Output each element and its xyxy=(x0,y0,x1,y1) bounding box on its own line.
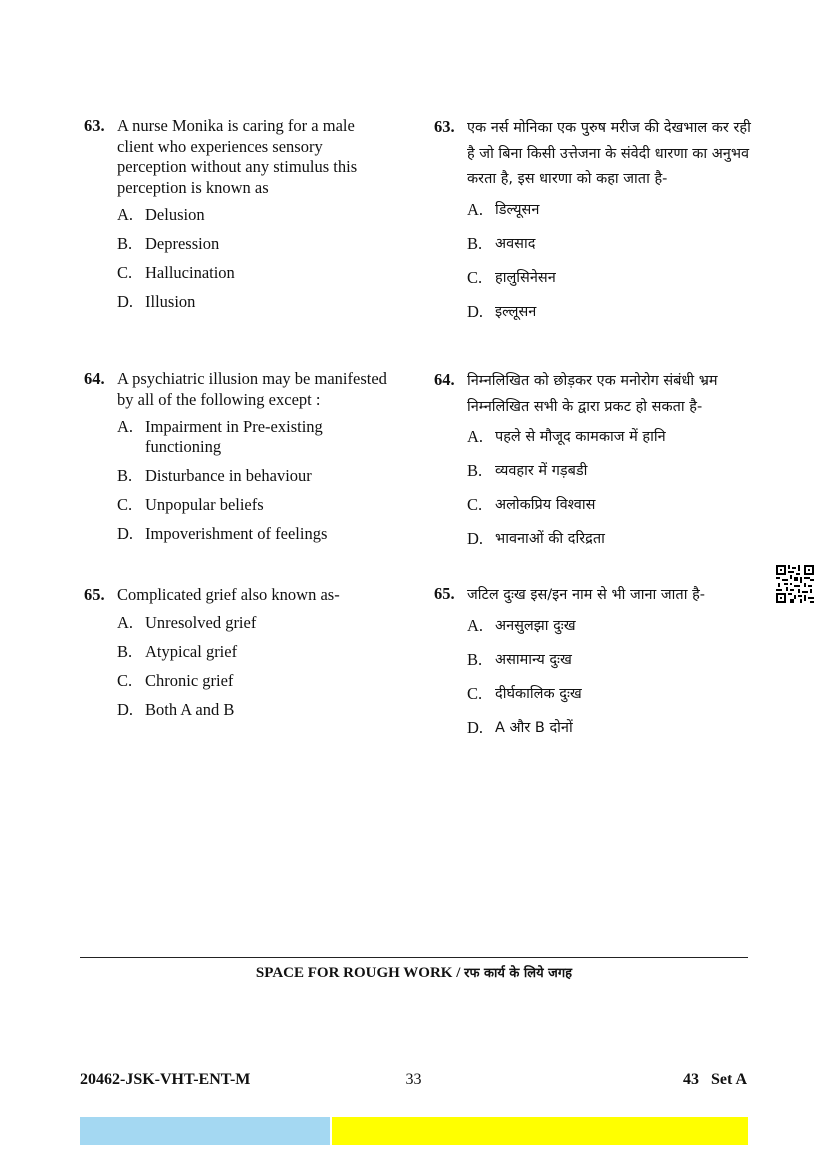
option-text: व्यवहार में गड़बडी xyxy=(495,463,588,479)
option-text: Impairment in Pre-existing functioning xyxy=(145,417,323,456)
options-list xyxy=(467,615,754,739)
option-text: डिल्यूसन xyxy=(495,201,540,218)
option-a xyxy=(117,205,394,225)
option-text: इल्लूसन xyxy=(495,303,537,320)
question-text: एक नर्स मोनिका एक पुरुष मरीज की देखभाल कर रही है जो बिना किसी उत्तेजना के संवेदी धारणा का अनुभव करता है, इस धारणा को कहा जाता है- xyxy=(467,120,751,187)
set-label: 43 Set A xyxy=(683,1071,747,1088)
question-text: A psychiatric illusion may be manifested by all of the following except : xyxy=(117,369,387,409)
options-list xyxy=(467,426,754,550)
option-text: Hallucination xyxy=(145,263,235,282)
option-text: Delusion xyxy=(145,205,205,224)
option-text: Impoverishment of feelings xyxy=(145,524,328,543)
options-list xyxy=(467,199,754,323)
option-label: D. xyxy=(117,292,134,311)
option-text: Unresolved grief xyxy=(145,612,257,632)
option-text: Disturbance in behaviour xyxy=(145,466,312,485)
option-a xyxy=(467,615,754,637)
option-text: Both A and B xyxy=(145,699,235,719)
option-c xyxy=(117,263,394,283)
question-63-en xyxy=(84,116,394,321)
question-65-hi xyxy=(434,583,754,751)
option-d xyxy=(467,717,754,739)
option-a xyxy=(117,613,394,633)
option-a xyxy=(467,199,754,221)
option-c xyxy=(467,494,754,516)
option-b xyxy=(117,466,394,486)
option-label: D. xyxy=(467,717,484,737)
option-b xyxy=(467,460,754,482)
options-list xyxy=(117,205,394,312)
option-label: B. xyxy=(467,649,483,669)
question-65-en xyxy=(84,585,394,729)
option-label: D. xyxy=(117,699,134,719)
option-label: C. xyxy=(467,495,483,514)
option-text: हालुसिनेसन xyxy=(495,269,556,286)
question-text: A nurse Monika is caring for a male client who experiences sensory perception without any stimulus this perception is known as xyxy=(117,116,358,197)
option-label: C. xyxy=(467,683,483,703)
option-text: Unpopular beliefs xyxy=(145,495,264,514)
option-c xyxy=(467,267,754,289)
option-text: असामान्य दुःख xyxy=(495,651,572,668)
option-text: Chronic grief xyxy=(145,670,234,690)
footer-color-bar-blue xyxy=(80,1117,330,1145)
question-number: 63. xyxy=(84,116,105,135)
question-63-hi xyxy=(434,116,754,335)
question-number: 64. xyxy=(434,370,455,389)
options-list xyxy=(117,417,394,544)
option-label: B. xyxy=(467,233,483,253)
option-label: C. xyxy=(467,267,483,287)
option-d xyxy=(467,528,754,550)
option-d xyxy=(117,524,394,544)
option-label: B. xyxy=(117,466,133,485)
question-number: 64. xyxy=(84,369,105,388)
paper-code: 20462-JSK-VHT-ENT-M xyxy=(80,1071,251,1088)
option-b xyxy=(467,649,754,671)
option-label: A. xyxy=(467,427,484,446)
option-b xyxy=(117,234,394,254)
option-label: C. xyxy=(117,495,133,514)
option-d xyxy=(117,700,394,720)
option-label: B. xyxy=(467,461,483,480)
question-number: 65. xyxy=(434,584,455,603)
option-label: A. xyxy=(467,615,484,635)
page-number: 33 xyxy=(405,1071,422,1088)
option-a xyxy=(117,417,394,457)
question-text: Complicated grief also known as- xyxy=(117,585,340,604)
rough-work-label-hi: रफ कार्य के लिये जगह xyxy=(464,966,573,981)
options-list xyxy=(117,613,394,720)
option-label: A. xyxy=(467,199,484,219)
question-64-hi xyxy=(434,369,754,562)
option-label: A. xyxy=(117,205,134,224)
rough-work-label-en: SPACE FOR ROUGH WORK / xyxy=(255,965,461,981)
option-b xyxy=(117,642,394,662)
option-d xyxy=(467,301,754,323)
option-label: C. xyxy=(117,670,133,690)
rough-work-label xyxy=(80,963,748,982)
footer-color-bar-yellow xyxy=(332,1117,748,1145)
option-label: D. xyxy=(467,529,484,548)
option-c xyxy=(467,683,754,705)
option-text: Depression xyxy=(145,234,220,253)
question-number: 65. xyxy=(84,585,105,604)
option-c xyxy=(117,495,394,515)
option-text: Atypical grief xyxy=(145,641,238,661)
question-number: 63. xyxy=(434,117,455,136)
option-text: दीर्घकालिक दुःख xyxy=(495,685,582,702)
option-text: अलोकप्रिय विश्वास xyxy=(495,497,596,513)
option-text: पहले से मौजूद कामकाज में हानि xyxy=(495,429,666,445)
option-c xyxy=(117,671,394,691)
option-a xyxy=(467,426,754,448)
option-label: C. xyxy=(117,263,133,282)
rough-work-divider xyxy=(80,957,748,958)
option-text: A और B दोनों xyxy=(495,719,573,736)
question-64-en xyxy=(84,369,394,553)
option-text: अनसुलझा दुःख xyxy=(495,617,576,634)
option-label: A. xyxy=(117,417,134,436)
option-text: अवसाद xyxy=(495,235,536,252)
option-label: D. xyxy=(117,524,134,543)
question-text: जटिल दुःख इस/इन नाम से भी जाना जाता है- xyxy=(467,587,705,603)
option-b xyxy=(467,233,754,255)
option-label: B. xyxy=(117,641,133,661)
option-d xyxy=(117,292,394,312)
option-text: Illusion xyxy=(145,292,196,311)
option-label: A. xyxy=(117,612,134,632)
option-label: D. xyxy=(467,301,484,321)
question-text: निम्नलिखित को छोड़कर एक मनोरोग संबंधी भ्रम निम्नलिखित सभी के द्वारा प्रकट हो सकता है- xyxy=(467,373,718,415)
qr-code-icon xyxy=(776,565,814,603)
option-text: भावनाओं की दरिद्रता xyxy=(495,531,605,547)
option-label: B. xyxy=(117,234,133,253)
